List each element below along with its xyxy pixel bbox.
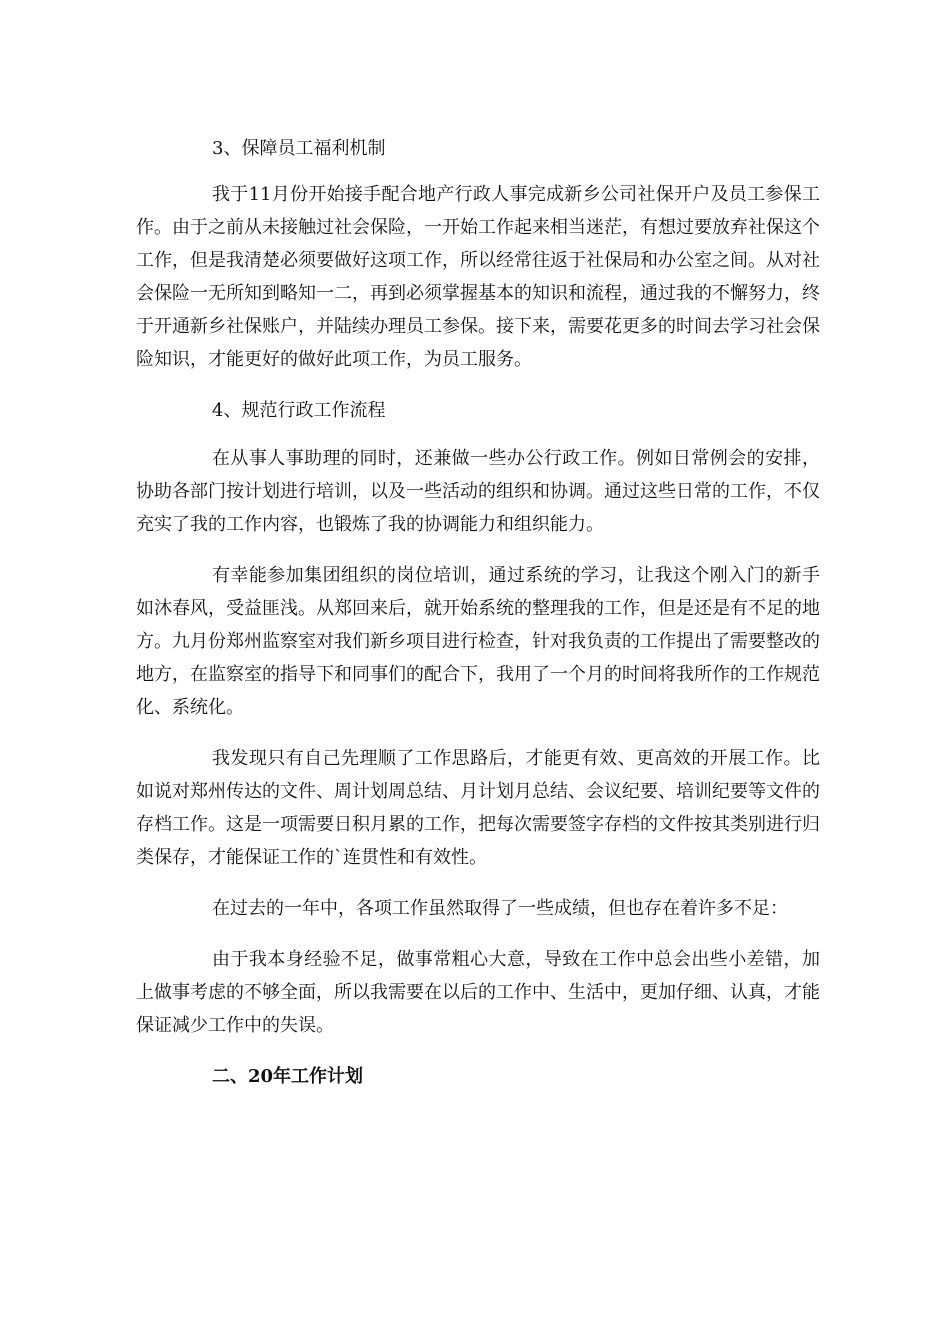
section-heading-work-plan: 二、20年工作计划: [212, 1066, 364, 1087]
paragraph-social-insurance: 我于11月份开始接手配合地产行政人事完成新乡公司社保开户及员工参保工作。由于之前从未接触过社会保险，一开始工作起来相当迷茫，有想过要放弃社保这个工作，但是我清楚必须要做好这项工作，所以经常往返于社保局和办公室之间。从对社会保险一无所知到略知一二，再到必须掌握基本的知识和流程，通过我的不懈努力，终于开通新乡社保账户，并陆续办理员工参保。接下来，需要花更多的时间去学习社会保险知识，才能更好的做好此项工作，为员工服务。: [136, 184, 820, 370]
paragraph-shortcomings-intro: 在过去的一年中，各项工作虽然取得了一些成绩，但也存在着许多不足：: [212, 898, 788, 919]
section-heading-welfare: 3、保障员工福利机制: [212, 138, 386, 159]
paragraph-archiving: 我发现只有自己先理顺了工作思路后，才能更有效、更高效的开展工作。比如说对郑州传达的文件、周计划周总结、月计划月总结、会议纪要、培训纪要等文件的存档工作。这是一项需要日积月累的工作，把每次需要签字存档的文件按其类别进行归类保存，才能保证工作的`连贯性和有效性。: [136, 748, 820, 868]
document-page: [136, 128, 820, 1098]
paragraph-training: 有幸能参加集团组织的岗位培训，通过系统的学习，让我这个刚入门的新手如沐春风，受益匪浅。从郑回来后，就开始系统的整理我的工作，但是还是有不足的地方。九月份郑州监察室对我们新乡项目进行检查，针对我负责的工作提出了需要整改的地方，在监察室的指导下和同事们的配合下，我用了一个月的时间将我所作的工作规范化、系统化。: [136, 565, 820, 718]
paragraph-shortcomings: 由于我本身经验不足，做事常粗心大意，导致在工作中总会出些小差错，加上做事考虑的不够全面，所以我需要在以后的工作中、生活中，更加仔细、认真，才能保证减少工作中的失误。: [136, 949, 820, 1036]
section-heading-admin-process: 4、规范行政工作流程: [212, 400, 386, 421]
paragraph-admin-work: 在从事人事助理的同时，还兼做一些办公行政工作。例如日常例会的安排，协助各部门按计划进行培训，以及一些活动的组织和协调。通过这些日常的工作，不仅充实了我的工作内容，也锻炼了我的协调能力和组织能力。: [136, 448, 820, 535]
